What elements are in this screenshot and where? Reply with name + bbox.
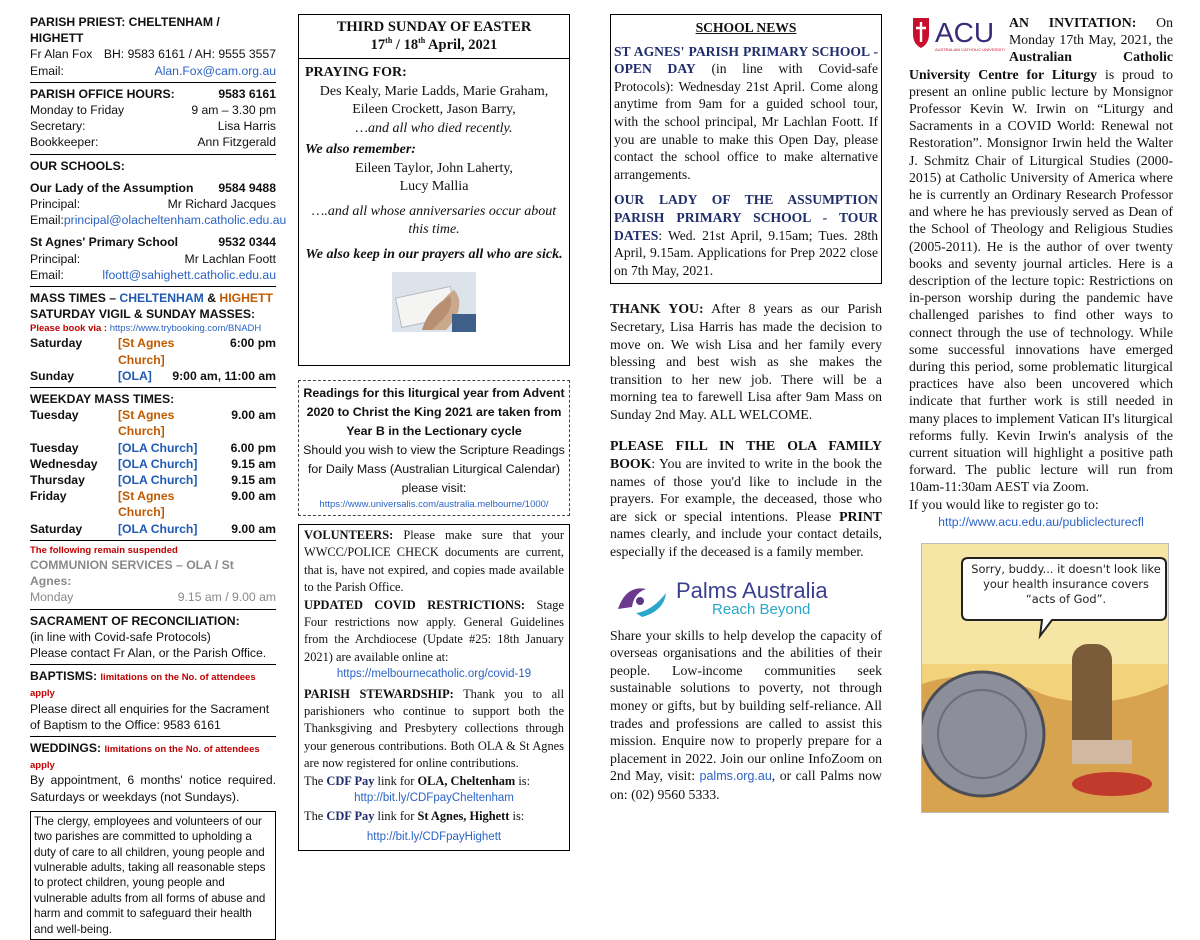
- weekday-mass-time: 9.00 am: [231, 521, 276, 536]
- readings-box: Readings for this liturgical year from Advent 2020 to Christ the King 2021 are taken from Year B in the Lectionary cycle Should you wish to view the Scripture Readings for Daily Mass (Australian Liturgical Calendar) please visit: https://www.universalis.com/australia.melbourne/1000/: [298, 380, 570, 516]
- sunday-date: 17th / 18th April, 2021: [370, 36, 498, 53]
- weekday-mass-row: [30, 472, 276, 488]
- cdf-cheltenham-link[interactable]: http://bit.ly/CDFpayCheltenham: [354, 792, 514, 805]
- weekday-mass-row: [30, 521, 276, 537]
- weekday-mass-row: [30, 440, 276, 456]
- safeguarding-statement: The clergy, employees and volunteers of our two parishes are committed to upholding a duty of care to all children, young people and vulnerable adults, taking all reasonable steps to protect children, young people and vulnerable adults from all forms of abuse and harm and commit to safeguard their health and well-being.: [30, 811, 276, 940]
- family-book-notice: PLEASE FILL IN THE OLA FAMILY BOOK: You are invited to write in the book the names of those you'd like to include in the prayers. For example, the deceased, those who are sick or special intentions. Please PRINT names clearly, and include your contact details, especially if the deceased is a family member.: [610, 438, 883, 560]
- parish-info-column: PARISH PRIEST: CHELTENHAM / HIGHETT Fr Alan Fox BH: 9583 6161 / AH: 9555 3557 Email: Alan.Fox@cam.org.au PARISH OFFICE HOURS: 9583 6161 Monday to Friday 9 am – 3.30 pm Secretary: Lisa Harris Bookkeeper: Ann Fitzgerald OUR SCHOOLS: Our Lady of the Assumption 9584 9488 Principal: Mr Richard Jacques Email: principal@olacheltenham.catholic.edu.au St Agnes' Primary School 9532 0344 Principal: Mr Lachlan Foott Email: lfoott@sahighett.catholic.edu.au MASS TIMES – CHELTENHAM & HIGHETT SATURDAY VIGIL & SUNDAY MASSES: Please book via : https://www.trybooking.com/BNADH Saturday [St Agnes Church] 6:00 pm Sunday [OLA] 9:00 am, 11:00 am WEEKDAY MASS TIMES: Tuesday [St Agnes Church] 9.00 am Tuesday [OLA Church] 6.00 pm Wednesday [OLA Church] 9.15 am Thursday [OLA Church] 9.15 am Friday [St Agnes Church] 9.00 am Saturday [OLA Church] 9.00 am The following remain suspended COMMUNION SERVICES – OLA / St Agnes: Monday 9.15 am / 9.00 am SACRAMENT OF RECONCILIATION: (in line with Covid-safe Protocols) Please contact Fr Alan, or the Parish Office. BAPTISMS: limitations on the No. of attendees apply Please direct all enquiries for the Sacrament of Baptism to the Office: 9583 6161 WEDDINGS: limitations on the No. of attendees apply By appointment, 6 months' notice required. Saturdays or weekdays (not Sundays). The clergy, employees and volunteers of our two parishes are committed to upholding a duty of care to all children, young people and vulnerable adults, taking all reasonable steps to protect children, young people and vulnerable adults from all forms of abuse and harm and commit to safeguard their health and well-being.: [30, 14, 276, 839]
- office-hours-heading: PARISH OFFICE HOURS: 9583 6161: [30, 86, 276, 101]
- parish-priest-email-row: Email: Alan.Fox@cam.org.au: [30, 63, 276, 78]
- universalis-link[interactable]: https://www.universalis.com/australia.melbourne/1000/: [319, 499, 549, 510]
- palms-text: Share your skills to help develop the capacity of overseas organisations and the abilities of their people. Low-income communities seek sustainable solutions to poverty, not through money or gifts, but by building self-reliance. All trades and professions are called to assist this mission. Enquire now to properly prepare for a placement in 2022. Join our online InfoZoom on 2nd May, visit: palms.org.au, or call Palms now on: (02) 9560 5333.: [610, 627, 882, 802]
- baptisms-heading: BAPTISMS: limitations on the No. of attendees apply: [30, 669, 256, 700]
- acu-logo: [909, 14, 1005, 54]
- weekday-mass-day: Tuesday: [30, 408, 79, 423]
- weekday-mass-day: Saturday: [30, 521, 83, 536]
- weekday-mass-time: 6.00 pm: [230, 440, 276, 455]
- praying-hands-image: [392, 272, 476, 332]
- weekday-mass-list: [30, 407, 276, 537]
- weekday-mass-church: [St Agnes Church]: [118, 489, 175, 520]
- svg-text:ACU: ACU: [935, 17, 995, 48]
- weekday-mass-day: Friday: [30, 489, 67, 504]
- schools-heading: OUR SCHOOLS:: [30, 158, 125, 173]
- weekday-mass-day: Thursday: [30, 473, 85, 488]
- weekday-mass-church: [OLA Church]: [118, 473, 198, 488]
- weddings-heading: WEDDINGS: limitations on the No. of attendees apply: [30, 740, 260, 772]
- weekday-mass-time: 9.15 am: [231, 456, 276, 471]
- palms-hands-icon: [612, 579, 672, 619]
- booking-line: Please book via : https://www.trybooking.com/BNADH: [30, 323, 262, 335]
- weekday-mass-church: [St Agnes Church]: [118, 408, 175, 439]
- weekday-mass-row: [30, 488, 276, 520]
- acu-lecture-link[interactable]: http://www.acu.edu.au/publiclecturecfl: [938, 514, 1144, 529]
- palms-logo: Palms Australia Reach Beyond: [612, 579, 882, 619]
- svg-text:AUSTRALIAN CATHOLIC UNIVERSITY: AUSTRALIAN CATHOLIC UNIVERSITY: [935, 47, 1005, 52]
- school-news-box: SCHOOL NEWS ST AGNES' PARISH PRIMARY SCHOOL - OPEN DAY (in line with Covid-safe Protocols): Wednesday 21st April. Come along anytime from 9am for a guided school tour, with the school principal, Mr Lachlan Foott. If you are unable to make this Open Day, please contact the school office to make alternative arrangements. OUR LADY OF THE ASSUMPTION PARISH PRIMARY SCHOOL - TOUR DATES: Wed. 21st April, 9.15am; Tues. 28th April, 9.15am. Applications for Prep 2022 close on 7th May, 2021.: [610, 14, 882, 284]
- palms-link[interactable]: palms.org.au: [699, 769, 772, 784]
- invitation-text: ACU AUSTRALIAN CATHOLIC UNIVERSITY AN INVITATION: On Monday 17th May, 2021, the Australian Catholic University Centre for Liturgy is proud to present an online public lecture by Monsignor Professor Kevin W. Irwin on “Liturgy and Sacraments in a COVID World: Renewal not Restoration”. Monsignor Irwin held the Walter J. Schmitz Chair of Liturgical Studies (2000-2015) at Catholic University of America where he is currently an Ordinary Research Professor and where he has previously served as Dean of the School of Theology and Religious Studies (2005-2011). He is the author of over twenty books and seventy journal articles. Here is a description of the lecture topic: Restrictions on in-person worship during the pandemic have challenged parishes to find other ways to connect through the use of technology. While some successful innovations have emerged during this period, some problematic liturgical practices have also been uncovered which indicate that further work is still needed in many places to implement Vatican II's liturgical reforms fully. Kevin Irwin's analysis of the current situation will highlight a positive path forward. The public lecture will run from 10am-11:30am AEST via Zoom.: [909, 15, 1173, 495]
- weekday-mass-time: 9.15 am: [231, 473, 276, 488]
- covid-link[interactable]: https://melbournecatholic.org/covid-19: [336, 668, 532, 681]
- cartoon-image: [921, 543, 1169, 813]
- prayers-column: [298, 14, 570, 843]
- weekday-mass-row: [30, 456, 276, 472]
- prayer-box: PRAYING FOR: Des Kealy, Marie Ladds, Marie Graham, Eileen Crockett, Jason Barry, …and all who died recently. We also remember: Eileen Taylor, John Laherty, Lucy Mallia ….and all whose anniversaries occur about this time. We also keep in our prayers all who are sick.: [298, 58, 570, 366]
- volunteers-box: VOLUNTEERS: Please make sure that your WWCC/POLICE CHECK documents are current, that is, have not expired, and copies made available to the Parish Office. UPDATED COVID RESTRICTIONS: Stage Four restrictions now apply. General Guidelines from the Archdiocese (Update #25: 18th January 2021) are available online at: https://melbournecatholic.org/covid-19 PARISH STEWARDSHIP: Thank you to all parishioners who continue to support both the Thanksgiving and Presbytery collections through your generous contributions. Both OLA & St Agnes are now registered for online contributions. The CDF Pay link for OLA, Cheltenham is: http://bit.ly/CDFpayCheltenham The CDF Pay link for St Agnes, Highett is: http://bit.ly/CDFpayHighett: [298, 524, 570, 851]
- cartoon-speech-bubble: Sorry, buddy... it doesn't look like your health insurance covers “acts of God”.: [962, 558, 1166, 636]
- sunday-header-box: THIRD SUNDAY OF EASTER 17th / 18th April, 2021: [298, 14, 570, 59]
- thank-you-notice: THANK YOU: After 8 years as our Parish Secretary, Lisa Harris has made the decision to move on. We wish Lisa and her family every blessing and best wish as she makes the transition to her new job. There will be a morning tea to farewell Lisa after 9am Mass on Sunday 2nd May. ALL WELCOME.: [610, 301, 882, 422]
- weekday-mass-time: 9.00 am: [231, 408, 276, 423]
- parish-priest-row: Fr Alan Fox BH: 9583 6161 / AH: 9555 3557: [30, 47, 276, 62]
- weekday-mass-row: [30, 407, 276, 439]
- weekday-mass-day: Tuesday: [30, 440, 79, 455]
- invitation-column: ACU AUSTRALIAN CATHOLIC UNIVERSITY AN INVITATION: On Monday 17th May, 2021, the Australian Catholic University Centre for Liturgy is proud to present an online public lecture by Monsignor Professor Kevin W. Irwin on “Liturgy and Sacraments in a COVID World: Renewal not Restoration”. Monsignor Irwin held the Walter J. Schmitz Chair of Liturgical Studies (2000-2015) at Catholic University of America where he is currently an Ordinary Research Professor and where he has previously served as Dean of the School of Theology and Religious Studies (2005-2011). He is the author of over twenty books and seventy journal articles. Here is a description of the lecture topic: Restrictions on in-person worship during the pandemic have challenged parishes to find other ways to connect through the use of technology. While some successful innovations have emerged during this period, some problematic liturgical practices have also been uncovered which indicate that further work is still needed in many places to implement Vatican II's liturgical reforms fully. Kevin Irwin's analysis of the current situation will highlight a positive path forward. The public lecture will run from 10am-11:30am AEST via Zoom. If you would like to register go to: http://www.acu.edu.au/publiclecturecfl Sorry, buddy... it doesn't look like your health insurance covers “acts of God”.: [909, 14, 1173, 839]
- parish-priest-heading: PARISH PRIEST: CHELTENHAM / HIGHETT: [30, 15, 220, 46]
- sa-email-link[interactable]: lfoott@sahighett.catholic.edu.au: [102, 267, 276, 282]
- weekday-mass-church: [OLA Church]: [118, 521, 198, 536]
- booking-link[interactable]: https://www.trybooking.com/BNADH: [109, 323, 262, 335]
- mass-times-heading: MASS TIMES – CHELTENHAM & HIGHETT: [30, 291, 273, 306]
- news-column: [610, 14, 882, 839]
- weekday-mass-time: 9.00 am: [231, 489, 276, 504]
- priest-email-link[interactable]: Alan.Fox@cam.org.au: [154, 63, 276, 78]
- weekday-mass-church: [OLA Church]: [118, 440, 198, 455]
- weekday-mass-day: Wednesday: [30, 456, 98, 471]
- cdf-highett-link[interactable]: http://bit.ly/CDFpayHighett: [366, 830, 502, 843]
- ola-email-link[interactable]: principal@olacheltenham.catholic.edu.au: [63, 213, 287, 228]
- weekday-mass-church: [OLA Church]: [118, 456, 198, 471]
